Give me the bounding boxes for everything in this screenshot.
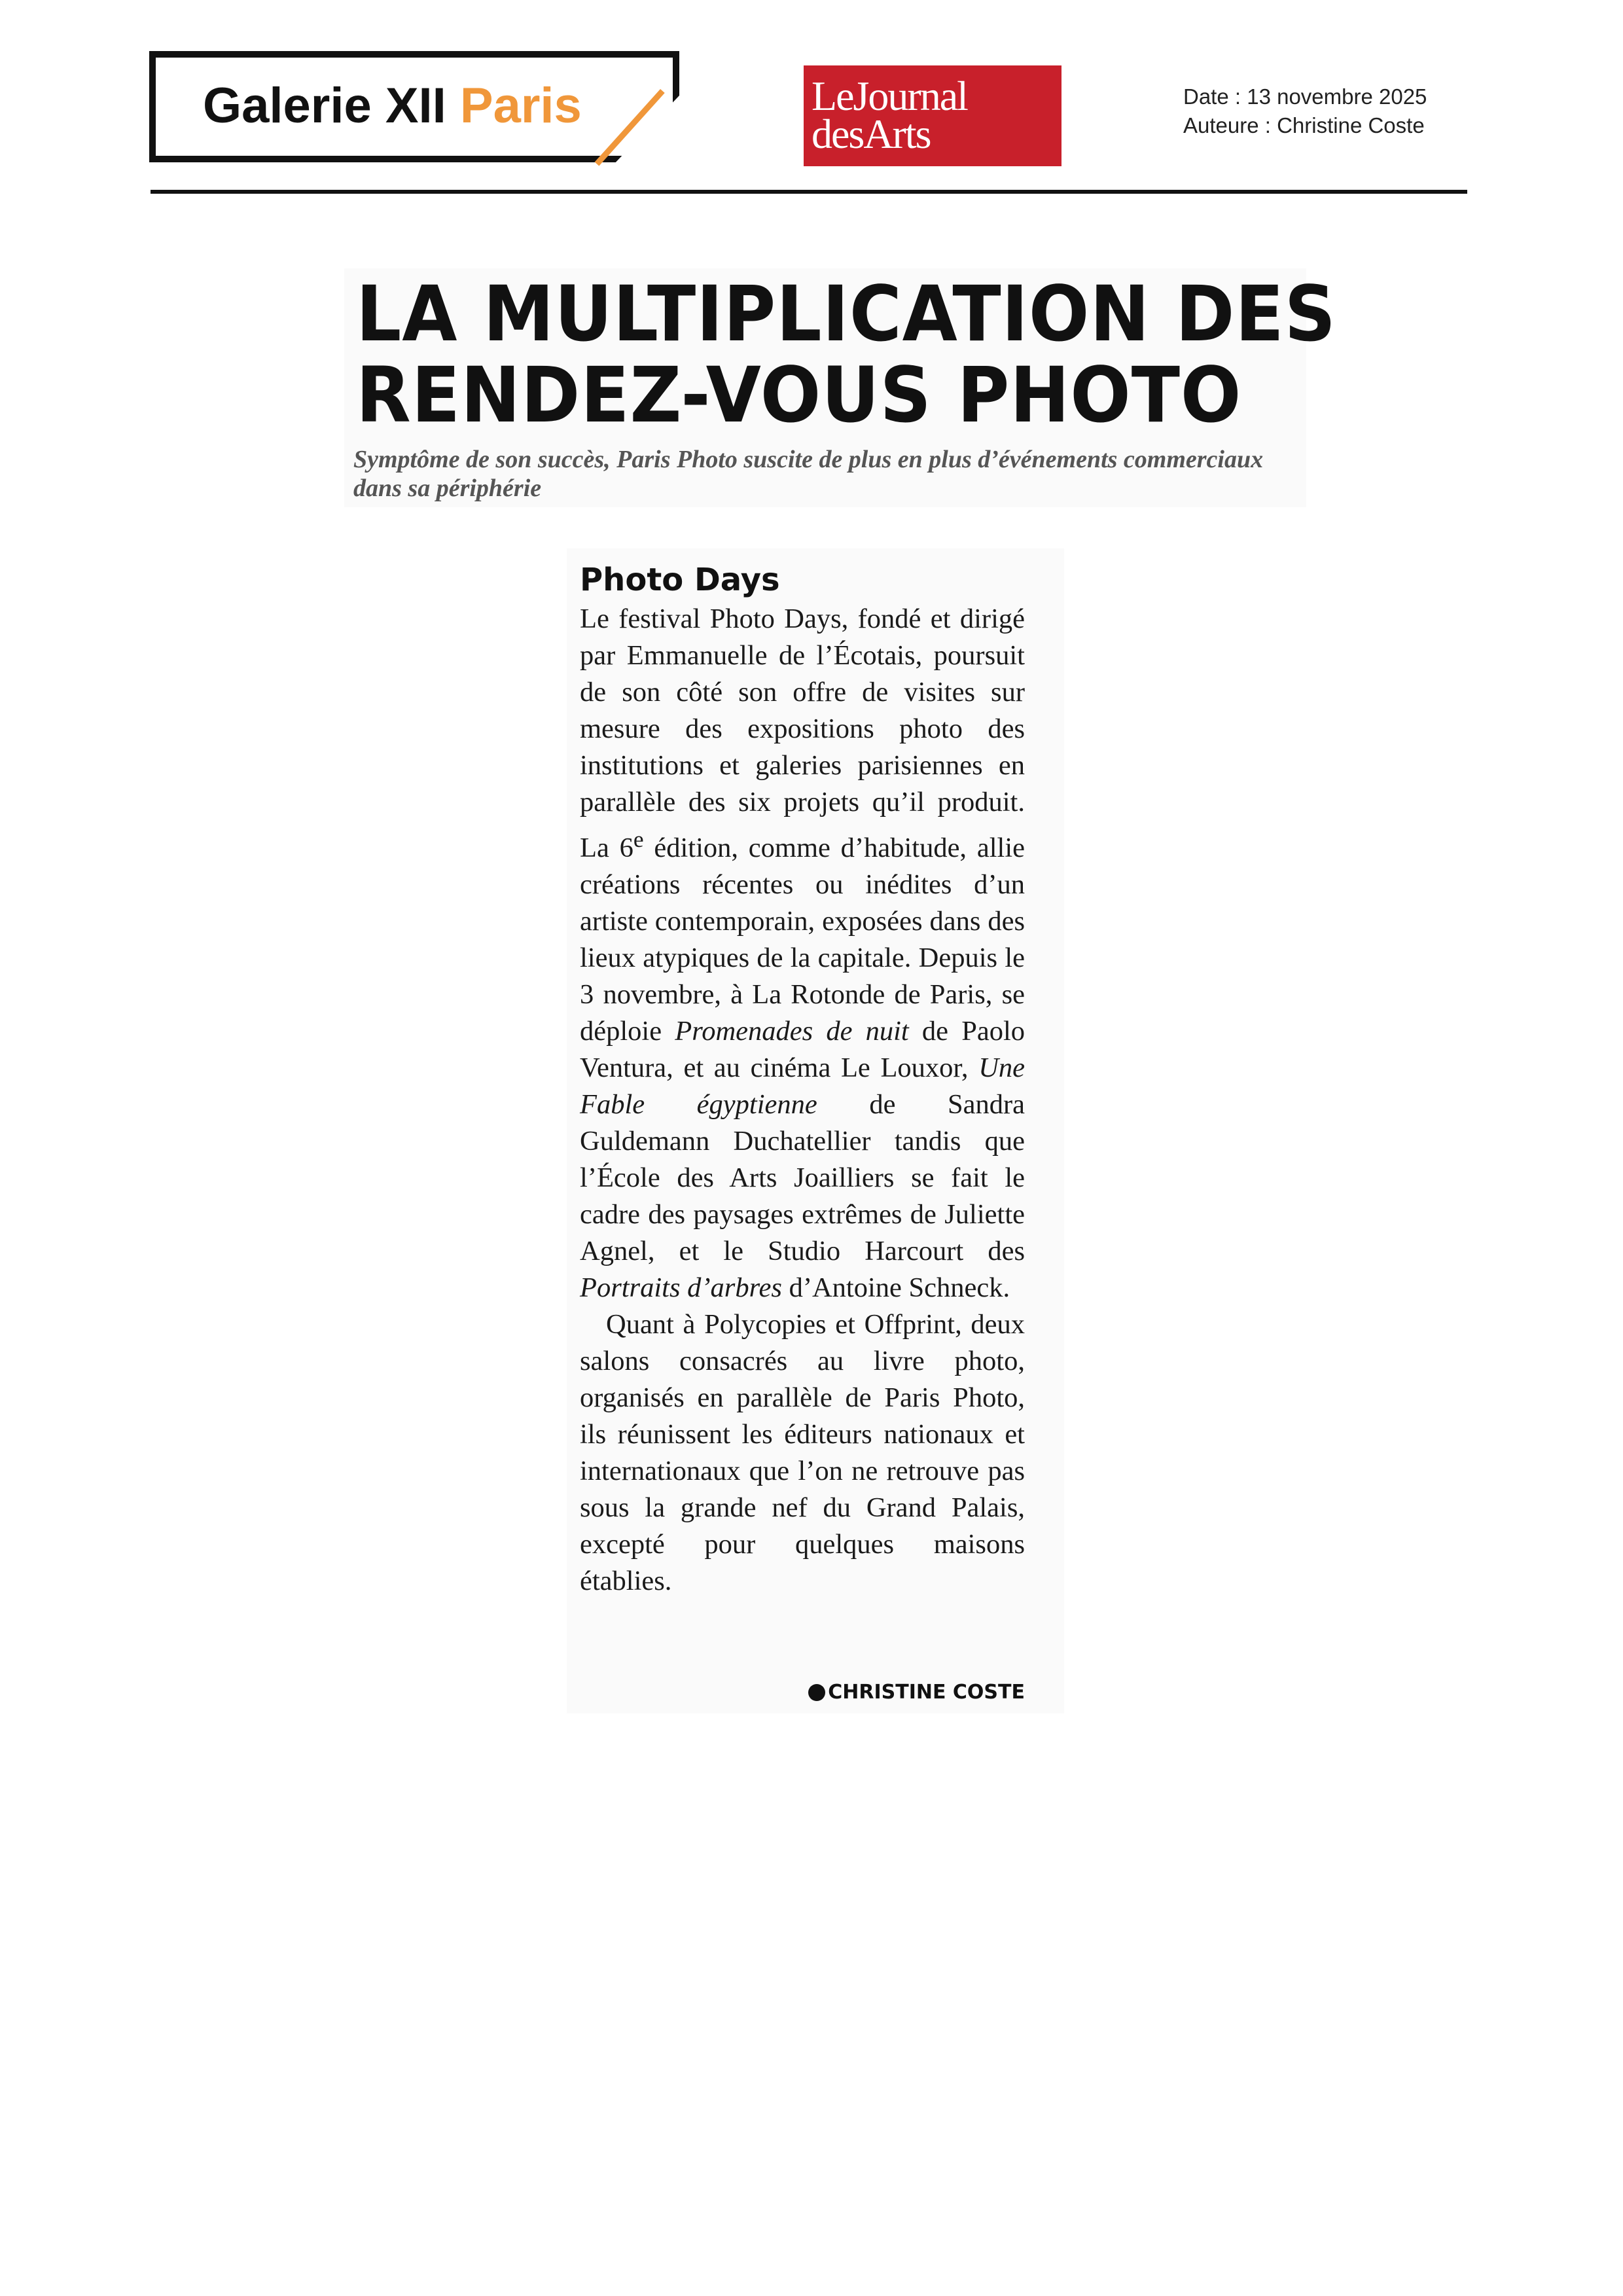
meta-date: Date : 13 novembre 2025 (1183, 84, 1427, 109)
paragraph-1-part-2: édition, comme d’habitude, allie créations récentes ou inédites d’un artiste contemporain, exposées dans des lieux atypiques de la capitale. Depuis le 3 novembre, à La Rotonde de Paris, se déploie (580, 833, 1025, 1047)
paragraph-1-part-4: de Sandra Guldemann Duchatellier tandis que l’École des Arts Joailliers se fait le cadre des paysages extrêmes de Juliette Agnel, et le Studio Harcourt des (580, 1089, 1025, 1267)
headline-line-1: LA MULTIPLICATION DES (356, 269, 1336, 359)
ordinal-superscript: e (633, 826, 644, 852)
header-divider (151, 190, 1467, 194)
paragraph-1-part-3: de Paolo Ventura, et au cinéma Le Louxor, (580, 1016, 1025, 1084)
journal-logo-line2: desArts (812, 111, 931, 157)
artwork-title-3: Portraits d’arbres (580, 1272, 782, 1304)
artwork-title-1: Promenades de nuit (675, 1016, 909, 1047)
byline-bullet-icon (808, 1684, 825, 1701)
article-body (580, 601, 1025, 1600)
gallery-logo-name: Galerie XII (203, 78, 446, 134)
paragraph-1-part-5: d’Antoine Schneck. (781, 1272, 1010, 1304)
paragraph-2: Quant à Polycopies et Offprint, deux salons consacrés au livre photo, organisés en parallèle de Paris Photo, ils réunissent les éditeurs nationaux et internationaux que l’on ne retrouve pas sous la grande nef du Grand Palais, excepté pour quelques maisons établies. (580, 1309, 1025, 1597)
journal-des-arts-logo (804, 65, 1061, 166)
byline-author: CHRISTINE COSTE (828, 1681, 1025, 1704)
paragraph-1 (580, 601, 1025, 1306)
gallery-logo-city: Paris (459, 78, 582, 134)
article-meta (1183, 82, 1427, 140)
headline-line-2: RENDEZ-VOUS PHOTO (356, 350, 1242, 440)
section-title: Photo Days (580, 562, 780, 598)
journal-logo-line1: LeJournal (812, 73, 967, 119)
artwork-title-2: Une Fable égyptienne (580, 1052, 1025, 1121)
paragraph-1-part-1: Le festival Photo Days, fondé et dirigé par Emmanuelle de l’Écotais, poursuit de son côté son offre de visites sur mesure des expositions photo des institutions et galeries parisiennes en parallèle des six projets qu’il produit. La 6 (580, 603, 1025, 864)
gallery-logo (203, 77, 582, 134)
meta-author: Auteure : Christine Coste (1183, 113, 1425, 137)
headline (356, 269, 1336, 440)
article-column-clipping (567, 548, 1064, 1713)
standfirst: Symptôme de son succès, Paris Photo suscite de plus en plus d’événements commerciaux dans sa périphérie (353, 446, 1264, 502)
headline-clipping (344, 268, 1336, 507)
byline (808, 1681, 1025, 1704)
